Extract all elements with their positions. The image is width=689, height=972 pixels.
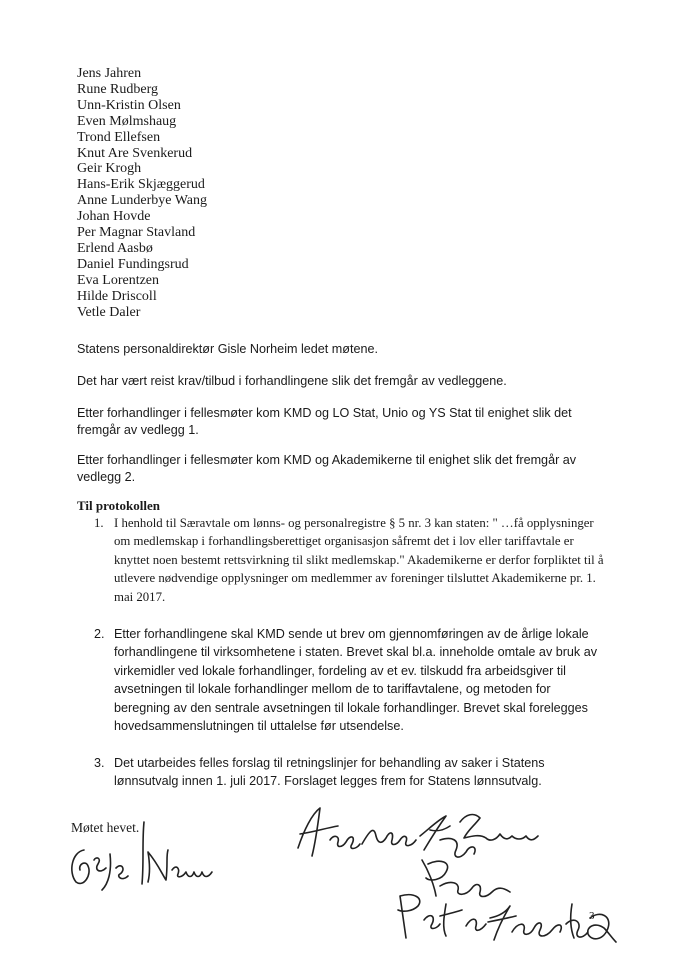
page-number: 3 (589, 910, 595, 922)
participant-name: Rune Rudberg (77, 81, 159, 97)
claims-paragraph: Det har vært reist krav/tilbud i forhandlingene slik det fremgår av vedleggene. (77, 374, 507, 388)
participant-name: Hans-Erik Skjæggerud (77, 177, 205, 193)
participant-name: Even Mølmshaug (77, 113, 177, 129)
participant-name: Jens Jahren (77, 66, 142, 81)
participant-list (77, 66, 207, 321)
participant-name: Knut Are Svenkerud (77, 145, 193, 161)
protocol-item-1 (94, 514, 604, 606)
agreement-paragraph-2: Etter forhandlinger i fellesmøter kom KMD og Akademikerne til enighet slik det fremgår av vedlegg 2. (77, 453, 577, 484)
protocol-item-3 (94, 754, 604, 791)
participant-name: Daniel Fundingsrud (77, 256, 189, 272)
participant-name: Eva Lorentzen (77, 272, 160, 288)
meeting-adjourned-text: Møtet hevet. (71, 820, 140, 835)
item-number: 3. (94, 756, 105, 770)
chair-paragraph: Statens personaldirektør Gisle Norheim ledet møtene. (77, 342, 378, 356)
participant-name: Trond Ellefsen (77, 129, 161, 145)
protocol-item-2 (94, 625, 604, 735)
item-number: 1. (94, 516, 104, 530)
agreement-paragraph-1: Etter forhandlinger i fellesmøter kom KMD og LO Stat, Unio og YS Stat til enighet slik det fremgår av vedlegg 1. (77, 406, 572, 437)
participant-name: Erlend Aasbø (77, 240, 153, 256)
item-text: Etter forhandlingene skal KMD sende ut brev om gjennomføringen av de årlige lokale forhandlingene til virksomhetene i staten. Brevet skal bl.a. inneholde omtale av bruk av virkemidler ved lokale forhandlinger, fordeling av et ev. tilskudd fra arbeidsgiver til avsetningen til lokale forhandlinger mellom de to tariffavtalene, og metoden for beregning av den sentrale avsetningen til lokale forhandlinger. Brevet skal forelegges hovedsammenslutningen til uttalelse før utsendelse. (114, 627, 598, 734)
item-number: 2. (94, 627, 105, 641)
chair-signature (62, 812, 222, 892)
item-text: Det utarbeides felles forslag til retningslinjer for behandling av saker i Statens lønnsutvalg innen 1. juli 2017. Forslaget legges frem for Statens lønnsutvalg. (114, 756, 545, 789)
participant-name: Anne Lunderbye Wang (77, 193, 208, 209)
participant-name: Johan Hovde (77, 209, 151, 225)
item-text: I henhold til Særavtale om lønns- og personalregistre § 5 nr. 3 kan staten: " …få opplysninger om medlemskap i forhandlingsberettiget organisasjon såfremt det i lov eller tariffavtale er knyttet noen bestemt rettsvirkning til slikt medlemskap." Akademikerne er derfor forpliktet til å utlevere nødvendige opplysninger om medlemmer av foreninger tilsluttet Akademikerne pr. 1. mai 2017. (114, 516, 604, 604)
participant-name: Per Magnar Stavland (77, 225, 196, 241)
participant-name: Vetle Daler (77, 304, 141, 320)
participant-name: Unn-Kristin Olsen (77, 97, 181, 113)
protocol-heading: Til protokollen (77, 498, 160, 513)
participant-name: Hilde Driscoll (77, 288, 157, 304)
participant-name: Geir Krogh (77, 161, 142, 177)
party-signatures (290, 800, 620, 950)
